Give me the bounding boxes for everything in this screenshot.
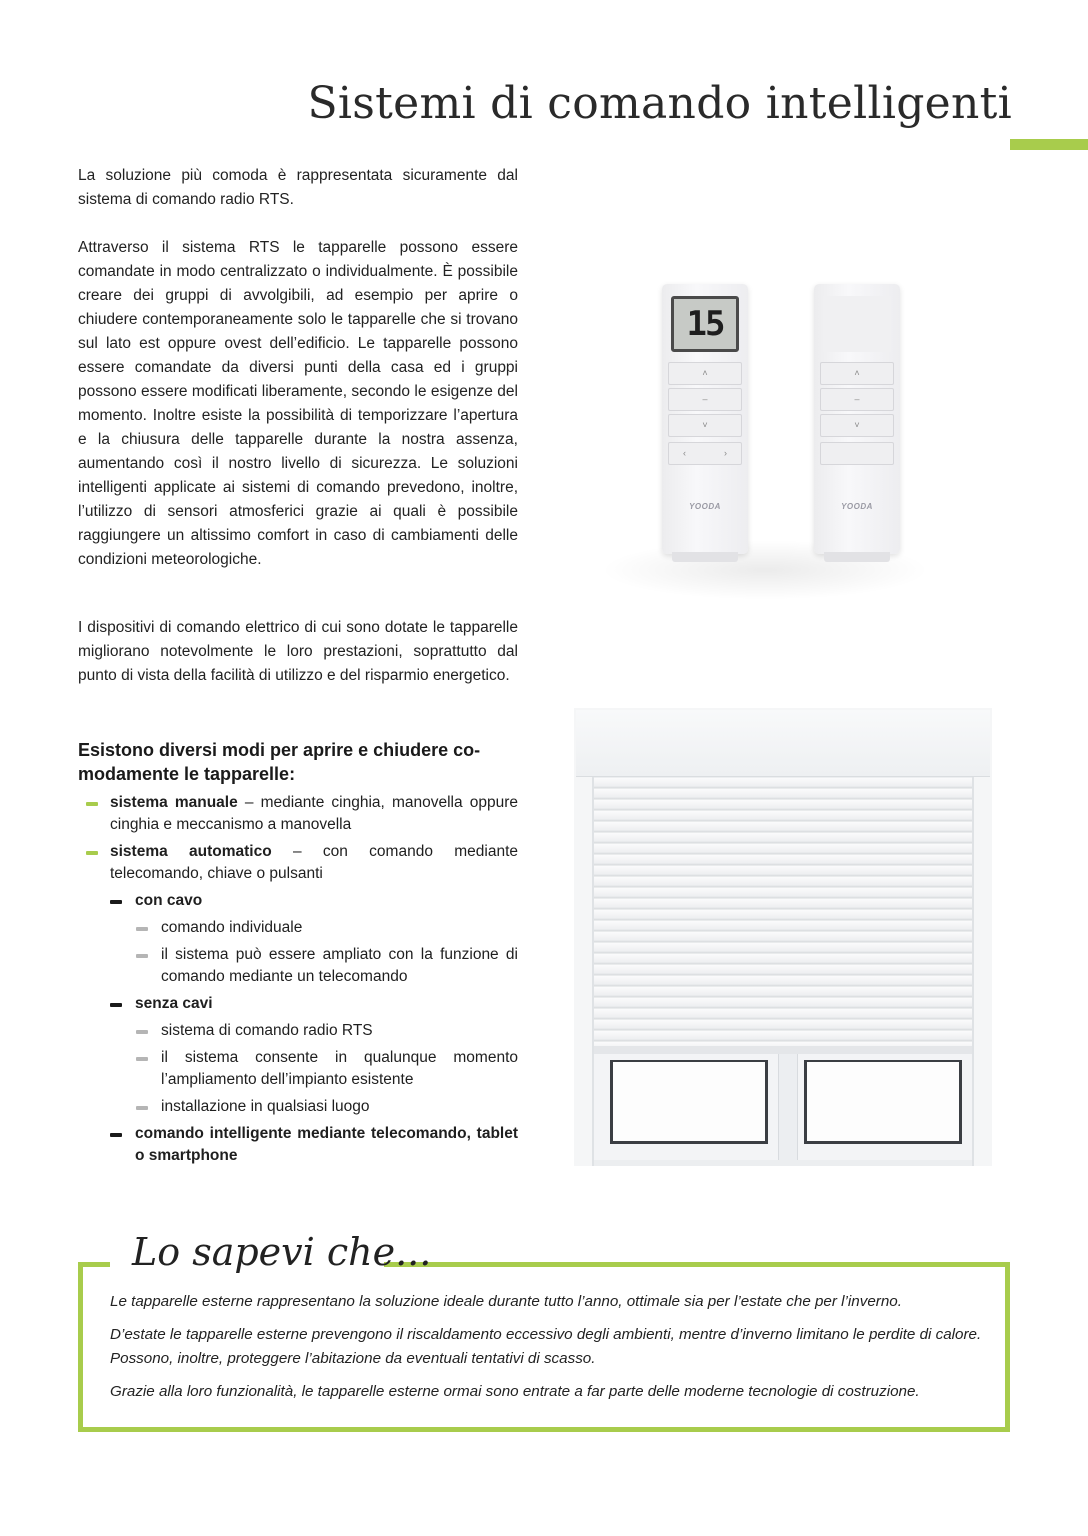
blank-button bbox=[820, 442, 894, 465]
lcd-display: 15 bbox=[671, 296, 739, 352]
stop-button: – bbox=[820, 388, 894, 411]
wireless-item-text: il sistema consente in qualunque momento l’ampliamento dell’impianto esistente bbox=[161, 1049, 518, 1088]
intro-p2-text: Attraverso il sistema RTS le tapparelle possono essere comandate in modo centralizzato o individualmente. È possibile creare dei gruppi di avvolgibili, ad esempio per aprire o chiudere contemporaneamente solo le tapparelle che si trovano sul lato est oppure ovest dell’edificio. Le tapparelle possono essere comandate da diversi punti della casa ed i gruppi possono essere modificati liberamente, secondo le esigenze del momento. Inoltre esiste la possibilità di temporizzare l’apertura e la chiusura delle tapparelle durante la nostra assenza, aumentando così il nostro livello di sicurezza. Le soluzioni intelligenti applicate ai sistemi di comando prevedono, inoltre, l’utilizzo di sensori atmosferici grazie ai quali è possibile raggiungere un altissimo comfort in caso di cambiamenti delle condizioni meteorologiche. bbox=[78, 239, 518, 568]
auto-label: sistema automatico bbox=[110, 843, 272, 860]
page-title: Sistemi di comando intelligenti bbox=[307, 78, 1012, 129]
window-mullion bbox=[778, 1054, 798, 1160]
manual-label: sistema manuale bbox=[110, 794, 238, 811]
shutter-slats bbox=[594, 778, 972, 1050]
brand-logo: YOODA bbox=[841, 502, 873, 511]
shutter-box bbox=[576, 710, 990, 777]
intro-p3-text: I dispositivi di comando elettrico di cui sono dotate le tapparelle migliorano notevolmente le loro prestazioni, soprattutto dal punto di vista della facilità di utilizzo e del risparmio energetico. bbox=[78, 619, 518, 684]
black-dash-icon bbox=[110, 1003, 122, 1007]
info-box-border-top-right bbox=[384, 1262, 1010, 1267]
list-item-manual bbox=[78, 792, 518, 836]
info-box-title: Lo sapevi che... bbox=[132, 1230, 432, 1274]
wireless-label: senza cavi bbox=[135, 995, 213, 1012]
green-dash-icon bbox=[86, 851, 98, 855]
window-sash bbox=[594, 1054, 972, 1160]
intro-p1-text: La soluzione più comoda è rappresentata sicuramente dal sistema di comando radio RTS. bbox=[78, 167, 518, 208]
black-dash-icon bbox=[110, 900, 122, 904]
grey-dash-icon bbox=[136, 927, 148, 931]
info-p3: Grazie alla loro funzionalità, le tapparelle esterne ormai sono entrate a far parte delle moderne tecnologie di costruzione. bbox=[110, 1383, 920, 1400]
remote-base bbox=[672, 552, 738, 562]
accent-bar bbox=[1010, 139, 1088, 150]
chevron-left-icon: ‹ bbox=[683, 448, 686, 458]
info-box-text bbox=[110, 1290, 986, 1413]
grey-dash-icon bbox=[136, 1106, 148, 1110]
info-p1: Le tapparelle esterne rappresentano la soluzione ideale durante tutto l’anno, ottimale sia per l’estate che per l’inverno. bbox=[110, 1293, 902, 1310]
down-button: ˅ bbox=[668, 414, 742, 437]
intro-paragraph-2 bbox=[78, 236, 518, 572]
list-item-wireless bbox=[78, 993, 518, 1015]
list-item-wireless-2 bbox=[78, 1047, 518, 1091]
up-button: ˄ bbox=[820, 362, 894, 385]
list-item-smart bbox=[78, 1123, 518, 1167]
info-p2: D’estate le tapparelle esterne prevengono il riscaldamento eccessivo degli ambienti, mentre d’inverno limitano le perdite di calore. Possono, inoltre, proteggere l’abitazione da eventuali tentativi di scasso. bbox=[110, 1326, 982, 1367]
window-pane-left bbox=[610, 1060, 768, 1144]
remote-controls-image bbox=[560, 240, 1010, 620]
remote-base bbox=[824, 552, 890, 562]
chevron-right-icon: › bbox=[724, 448, 727, 458]
list-item-wired-2 bbox=[78, 944, 518, 988]
remote-with-display bbox=[662, 284, 748, 554]
manual-text: – mediante cinghia, manovella oppure cinghia e meccanismo a manovella bbox=[110, 794, 518, 833]
info-box-border-top-left bbox=[78, 1262, 110, 1267]
wired-label: con cavo bbox=[135, 892, 203, 909]
channel-button bbox=[668, 442, 742, 465]
smart-label: comando intelligente mediante telecomando, tablet o smartphone bbox=[135, 1125, 518, 1164]
intro-paragraph-3 bbox=[78, 616, 518, 688]
brand-logo: YOODA bbox=[689, 502, 721, 511]
list-item-automatic bbox=[78, 841, 518, 885]
wireless-item-text: installazione in qualsiasi luogo bbox=[161, 1098, 370, 1115]
wired-item-text: comando individuale bbox=[161, 919, 303, 936]
remote-basic bbox=[814, 284, 900, 554]
list-item-wired-1 bbox=[78, 917, 518, 939]
grey-dash-icon bbox=[136, 954, 148, 958]
black-dash-icon bbox=[110, 1133, 122, 1137]
list-item-wireless-3 bbox=[78, 1096, 518, 1118]
wireless-item-text: sistema di comando radio RTS bbox=[161, 1022, 373, 1039]
roller-shutter-image bbox=[574, 708, 992, 1166]
methods-heading: Esistono diversi modi per aprire e chiudere co-modamente le tapparelle: bbox=[78, 740, 481, 784]
wired-item-text: il sistema può essere ampliato con la funzione di comando mediante un telecomando bbox=[161, 946, 518, 985]
green-dash-icon bbox=[86, 802, 98, 806]
stop-button: – bbox=[668, 388, 742, 411]
auto-text: – con comando mediante telecomando, chiave o pulsanti bbox=[110, 843, 518, 882]
grey-dash-icon bbox=[136, 1030, 148, 1034]
grey-dash-icon bbox=[136, 1057, 148, 1061]
intro-paragraph-1 bbox=[78, 164, 518, 212]
window-pane-right bbox=[804, 1060, 962, 1144]
methods-list bbox=[78, 792, 518, 1172]
remote-top-panel bbox=[823, 296, 891, 352]
up-button: ˄ bbox=[668, 362, 742, 385]
list-item-wired bbox=[78, 890, 518, 912]
list-item-wireless-1 bbox=[78, 1020, 518, 1042]
down-button: ˅ bbox=[820, 414, 894, 437]
